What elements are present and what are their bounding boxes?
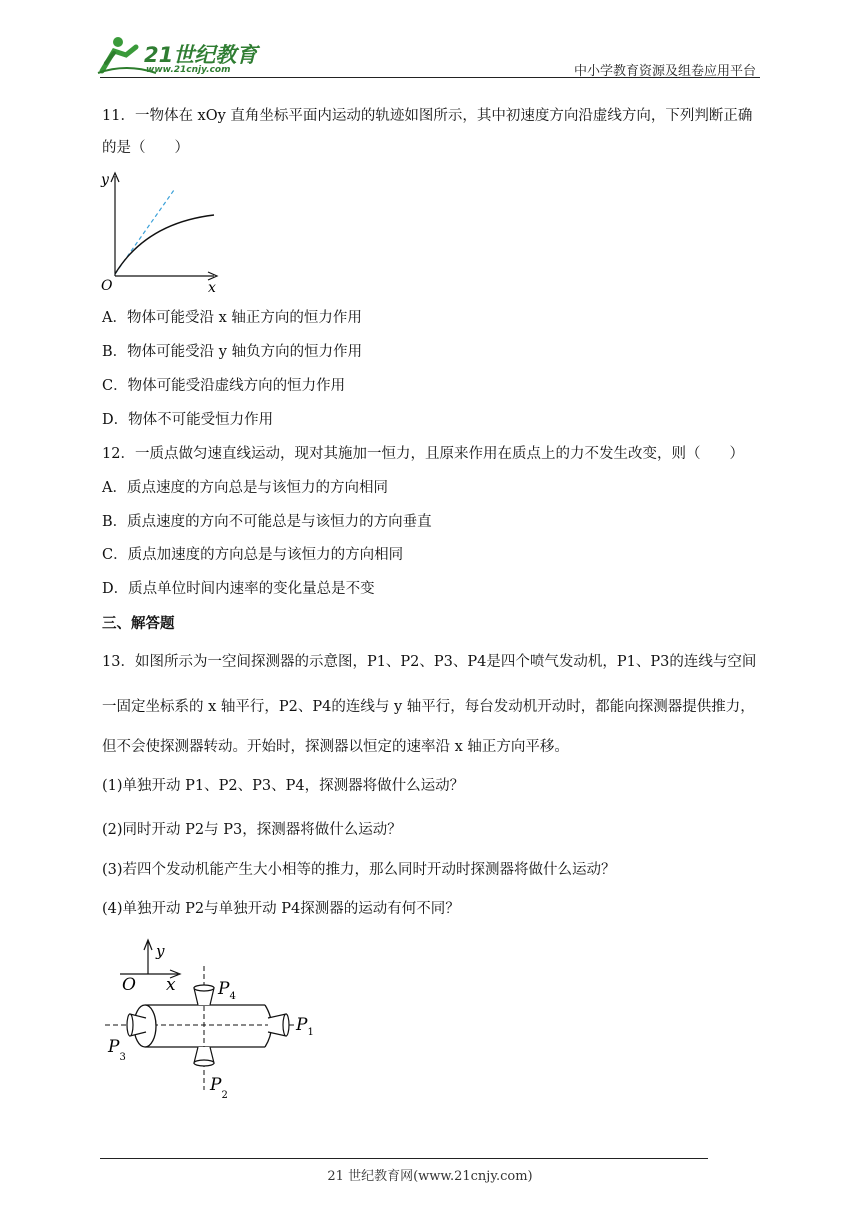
q11-line2: 的是（ ） xyxy=(102,140,189,156)
q13-p4-label: $P_4$ xyxy=(218,979,236,1002)
q12-option-a: A．质点速度的方向总是与该恒力的方向相同 xyxy=(102,480,388,496)
q13-sub1: (1)单独开动 P1、P2、P3、P4，探测器将做什么运动？ xyxy=(102,778,465,794)
q11-option-d: D．物体不可能受恒力作用 xyxy=(102,412,274,428)
q11-line1: 11．一物体在 xOy 直角坐标平面内运动的轨迹如图所示，其中初速度方向沿虚线方向，下列判断正确 xyxy=(102,108,753,124)
q13-probe-figure xyxy=(100,938,330,1108)
q13-line1: 13．如图所示为一空间探测器的示意图，P1、P2、P3、P4是四个喷气发动机，P1、P3的连线与空间 xyxy=(102,654,757,670)
q13-line2: 一固定坐标系的 x 轴平行，P2、P4的连线与 y 轴平行，每台发动机开动时，都能向探测器提供推力， xyxy=(102,699,755,715)
logo-text: 21世纪教育 xyxy=(144,43,258,67)
q11-trajectory-figure xyxy=(96,168,226,296)
q13-y-label: y xyxy=(156,942,165,960)
q13-x-label: x xyxy=(166,975,176,995)
site-logo xyxy=(96,33,266,79)
q13-p2-label: $P_2$ xyxy=(210,1075,228,1101)
q12-option-c: C．质点加速度的方向总是与该恒力的方向相同 xyxy=(102,547,404,563)
section-heading: 三、解答题 xyxy=(102,615,175,632)
q13-p3-label: $P_3$ xyxy=(108,1037,126,1063)
q11-y-label: y xyxy=(101,172,109,188)
logo-url: www.21cnjy.com xyxy=(146,65,231,75)
q11-option-b: B．物体可能受沿 y 轴负方向的恒力作用 xyxy=(102,344,363,360)
footer-divider xyxy=(100,1158,708,1159)
platform-title: 中小学教育资源及组卷应用平台 xyxy=(573,64,756,79)
q13-sub2: (2)同时开动 P2与 P3，探测器将做什么运动？ xyxy=(102,822,402,838)
q13-origin-label: O xyxy=(122,975,136,995)
q13-sub4: (4)单独开动 P2与单独开动 P4探测器的运动有何不同？ xyxy=(102,901,460,917)
q13-p1-label: $P_1$ xyxy=(296,1015,314,1038)
footer-text: 21 世纪教育网(www.21cnjy.com) xyxy=(327,1169,533,1184)
header-divider xyxy=(100,77,760,78)
q12-option-b: B．质点速度的方向不可能总是与该恒力的方向垂直 xyxy=(102,514,432,530)
q12-option-d: D．质点单位时间内速率的变化量总是不变 xyxy=(102,581,375,597)
q12-line1: 12．一质点做匀速直线运动，现对其施加一恒力，且原来作用在质点上的力不发生改变，则（ ） xyxy=(102,446,744,462)
q11-option-c: C．物体可能受沿虚线方向的恒力作用 xyxy=(102,378,346,394)
q13-sub3: (3)若四个发动机能产生大小相等的推力，那么同时开动时探测器将做什么运动？ xyxy=(102,862,616,878)
q11-x-label: x xyxy=(208,280,216,296)
q11-origin-label: O xyxy=(101,278,113,294)
q11-option-a: A．物体可能受沿 x 轴正方向的恒力作用 xyxy=(102,310,362,326)
q13-line3: 但不会使探测器转动。开始时，探测器以恒定的速率沿 x 轴正方向平移。 xyxy=(102,739,569,755)
